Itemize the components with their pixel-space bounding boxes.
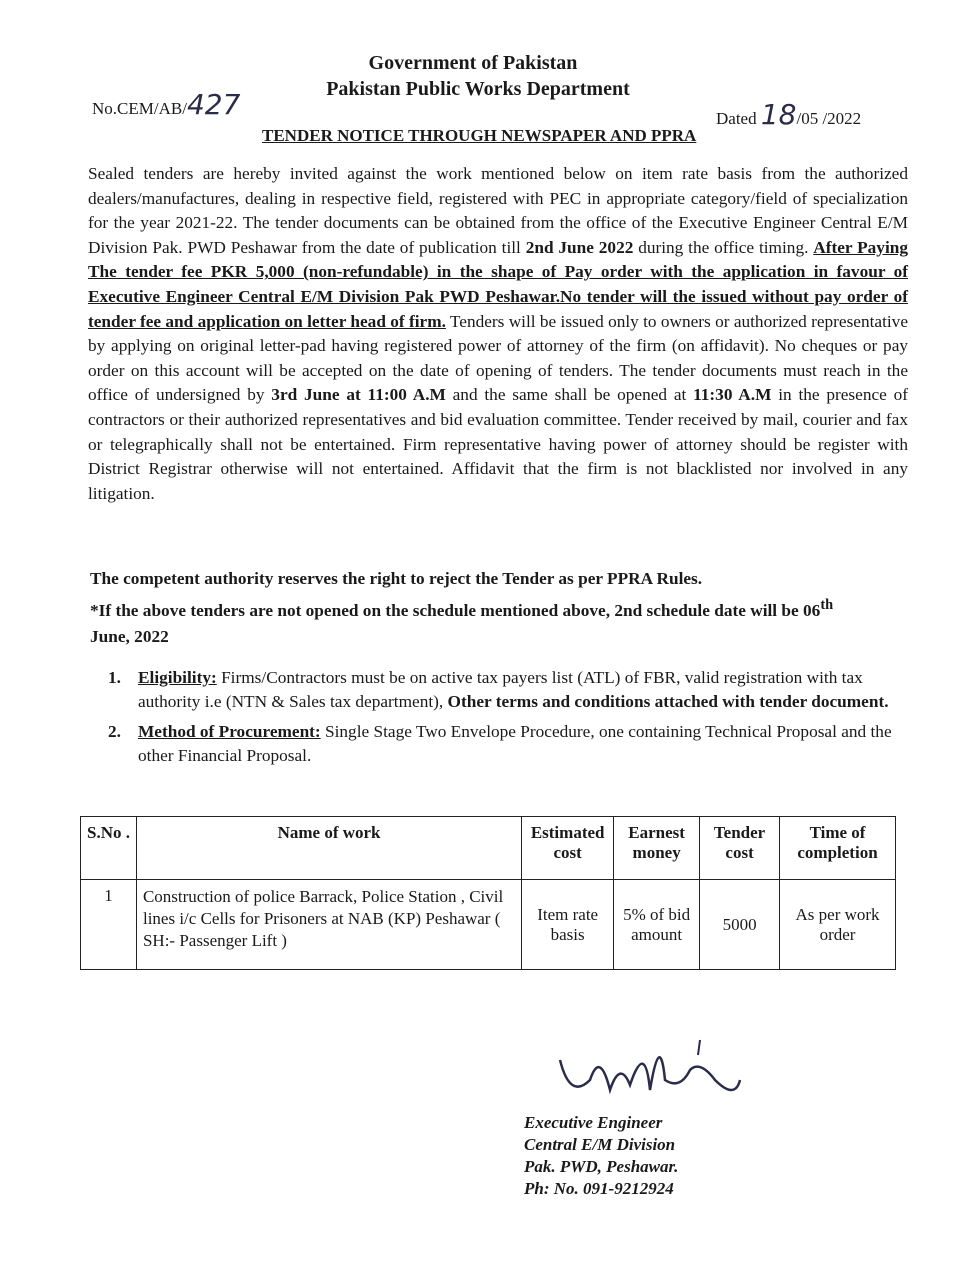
header-tender-cost: Tender cost xyxy=(700,817,780,880)
list-number: 2. xyxy=(108,722,121,741)
tender-fee-clause: After Paying The tender fee PKR 5,000 (non-refundable) in the shape of Pay order with the application in favour of Executive Engineer Central E/M Division Pak PWD Peshawar.No tender will the issued without pay order of tender fee and application on letter head of firm. xyxy=(88,237,909,331)
reference-prefix: No.CEM/AB/ xyxy=(92,99,187,118)
list-number: 1. xyxy=(108,668,121,687)
body-text-4: and the same shall be opened at xyxy=(445,385,694,405)
issue-deadline: 2nd June 2022 xyxy=(525,237,634,257)
cell-earnest: 5% of bid amount xyxy=(614,880,700,970)
date-line xyxy=(716,98,861,131)
list-text: Firms/Contractors must be on active tax payers list (ATL) of FBR, valid registration with tax authority i.e (NTN & Sales tax department), xyxy=(138,668,863,711)
notice-title: TENDER NOTICE THROUGH NEWSPAPER AND PPRA xyxy=(262,126,697,145)
body-text-1: Sealed tenders are hereby invited against the work mentioned below on item rate basis from the authorized dealers/manufactures, dealing in respective field, registered with PEC in appropriate category/field of specialization for the year 2021-22. The tender documents can be obtained from the office of the Executive Engineer Central E/M Division Pak. PWD Peshawar from the date of publication till xyxy=(88,164,908,257)
list-item-procurement xyxy=(108,720,908,768)
notice-body xyxy=(88,162,908,506)
second-schedule xyxy=(90,592,910,650)
competent-authority-note xyxy=(90,566,910,650)
body-text-3: Tenders will be issued only to owners or authorized representative by applying on original letter-pad having registered power of attorney of the firm (on affidavit). No cheques or pay order on this account will be accepted on the date of opening of tenders. The tender documents must reach in the office of undersigned by xyxy=(88,311,908,405)
header-earnest-money: Earnest money xyxy=(614,817,700,880)
department-heading: Pakistan Public Works Department xyxy=(326,78,630,100)
second-schedule-date: June, 2022 xyxy=(90,626,169,646)
signatory-office: Pak. PWD, Peshawar. xyxy=(524,1157,679,1176)
list-bold-text: Other terms and conditions attached with tender document. xyxy=(447,692,889,711)
header-sno: S.No . xyxy=(81,817,137,880)
signatory-phone: Ph: No. 091-9212924 xyxy=(524,1179,674,1198)
list-label: Eligibility: xyxy=(138,668,217,687)
reference-handwritten-number: 427 xyxy=(186,88,241,121)
rejection-right: The competent authority reserves the right to reject the Tender as per PPRA Rules. xyxy=(90,569,703,588)
superscript-th: th xyxy=(820,597,834,613)
cell-time: As per work order xyxy=(780,880,896,970)
government-heading: Government of Pakistan xyxy=(368,52,578,74)
cell-estimate: Item rate basis xyxy=(522,880,614,970)
list-item-eligibility xyxy=(108,666,908,714)
body-text-2: during the office timing. xyxy=(633,237,814,257)
date-label: Dated xyxy=(716,109,757,128)
signatory-title: Executive Engineer xyxy=(524,1113,663,1132)
signature-block xyxy=(524,1112,678,1200)
body-text-5: in the presence of contractors or their authorized representatives and bid evaluation committee. Tender received by mail, courier and fax or telegraphically shall not be entertained. Firm representative having power of attorney should be register with District Registrar otherwise will not entertained. Affidavit that the firm is not blacklisted nor involved in any litigation. xyxy=(88,385,908,503)
list-text: Single Stage Two Envelope Procedure, one containing Technical Proposal and the other Financial Proposal. xyxy=(138,722,892,765)
tender-table xyxy=(80,816,896,970)
header-estimated-cost: Estimated cost xyxy=(522,817,614,880)
submission-deadline: 3rd June at 11:00 A.M xyxy=(271,385,446,405)
cell-name-of-work: Construction of police Barrack, Police Station , Civil lines i/c Cells for Prisoners at NAB (KP) Peshawar ( SH:- Passenger Lift ) xyxy=(136,880,521,970)
table-header-row xyxy=(81,817,896,880)
terms-list xyxy=(108,666,908,774)
table-row xyxy=(81,880,896,970)
date-rest: /05 /2022 xyxy=(796,109,862,128)
date-handwritten-day: 18 xyxy=(760,98,797,131)
list-label: Method of Procurement: xyxy=(138,722,321,741)
cell-sno: 1 xyxy=(81,880,137,970)
header-name-of-work: Name of work xyxy=(136,817,521,880)
reference-number xyxy=(92,88,240,121)
signatory-division: Central E/M Division xyxy=(524,1135,676,1154)
header-time-of-completion: Time of completion xyxy=(780,817,896,880)
cell-tender-cost: 5000 xyxy=(700,880,780,970)
second-schedule-text: *If the above tenders are not opened on the schedule mentioned above, 2nd schedule date will be 06 xyxy=(90,600,821,620)
opening-time: 11:30 A.M xyxy=(693,385,772,405)
